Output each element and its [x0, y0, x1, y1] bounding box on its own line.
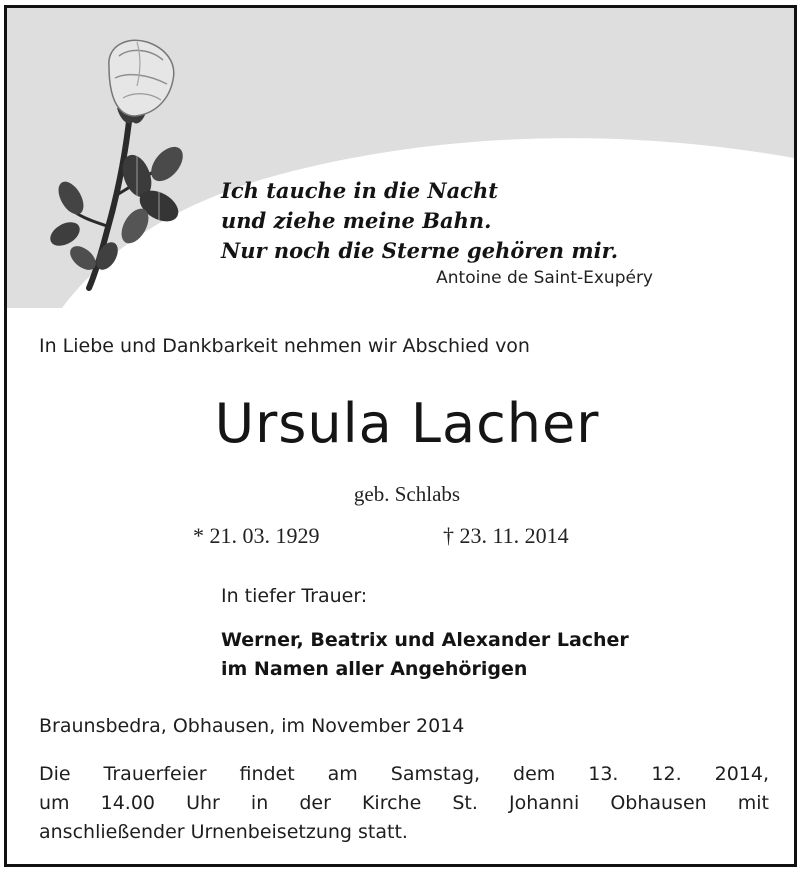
service-line: anschließender Urnenbeisetzung statt. [39, 821, 408, 843]
mourning-label: In tiefer Trauer: [221, 585, 368, 607]
quote-line: und ziehe meine Bahn. [221, 208, 492, 233]
deceased-name: Ursula Lacher [214, 392, 600, 455]
quote-line: Nur noch die Sterne gehören mir. [221, 238, 619, 263]
intro-text: In Liebe und Dankbarkeit nehmen wir Abschied von [39, 335, 530, 357]
rose-icon [37, 26, 197, 296]
service-info [39, 760, 769, 847]
death-date: † 23. 11. 2014 [443, 523, 569, 548]
quote [221, 176, 618, 266]
obituary-notice [4, 5, 797, 867]
place-date: Braunsbedra, Obhausen, im November 2014 [39, 715, 465, 737]
quote-line: Ich tauche in die Nacht [221, 178, 498, 203]
maiden-name: geb. Schlabs [353, 482, 461, 506]
mourners-line: Werner, Beatrix und Alexander Lacher [221, 629, 629, 651]
mourners [221, 626, 629, 684]
quote-author: Antoine de Saint-Exupéry [436, 268, 653, 288]
service-line: um 14.00 Uhr in der Kirche St. Johanni Obhausen mit [39, 792, 769, 814]
mourners-line: im Namen aller Angehörigen [221, 658, 528, 680]
service-line: Die Trauerfeier findet am Samstag, dem 13. 12. 2014, [39, 763, 769, 785]
birth-date: * 21. 03. 1929 [193, 523, 320, 548]
